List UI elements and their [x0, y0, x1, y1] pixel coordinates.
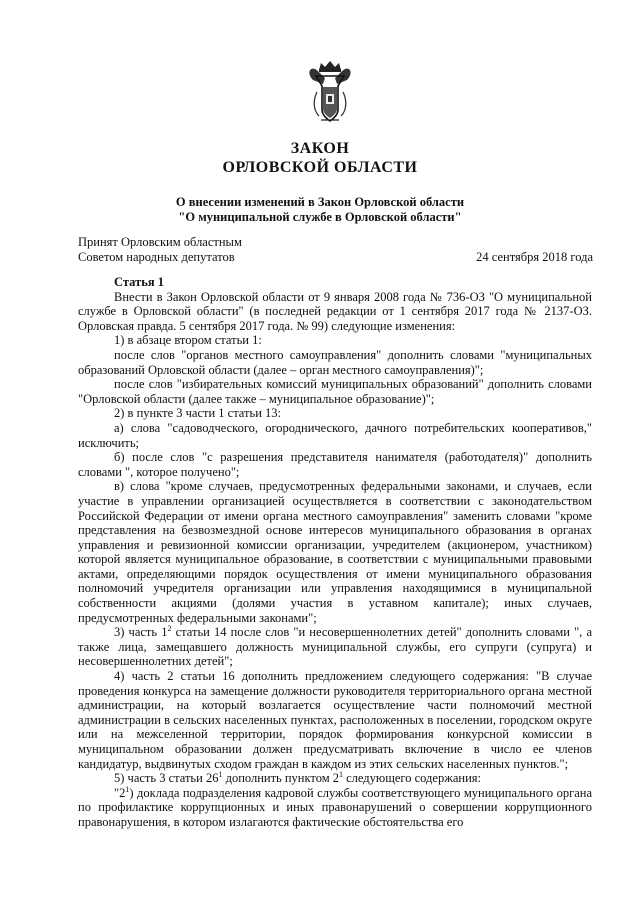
adoption-line2: Советом народных депутатов — [78, 250, 235, 264]
adoption-block — [78, 235, 242, 265]
paragraph — [78, 786, 592, 830]
coat-of-arms-emblem — [307, 58, 353, 124]
paragraph — [78, 625, 592, 669]
superscript: 1 — [218, 770, 223, 780]
law-region: ОРЛОВСКОЙ ОБЛАСТИ — [222, 159, 418, 176]
paragraph — [78, 771, 592, 786]
text-fragment: 5) часть 3 статьи 26 — [114, 771, 219, 786]
text-fragment: 3) часть 1 — [114, 625, 168, 640]
text-fragment: дополнить пунктом 2 — [222, 771, 339, 786]
paragraph: 4) часть 2 статьи 16 дополнить предложением следующего содержания: "В случае проведения конкурса на замещение должности руководителя территориального органа местной администрации, на который возлагается осуществление части полномочий местной администрации в сельских населенных пунктах, расположенных в поселении, городском округе или на межселенной территории, порядок формирования конкурсной комиссии в муниципальном образовании должен предусматривать включение в число ее членов кандидатур, выдвинутых сходом граждан в каждом из этих сельских населенных пунктов."; — [78, 669, 592, 771]
superscript: 2 — [167, 624, 172, 634]
law-title: ЗАКОН — [290, 140, 350, 157]
adoption-date: 24 сентября 2018 года — [476, 250, 593, 264]
paragraph: 1) в абзаце втором статьи 1: — [114, 333, 262, 348]
paragraph: 2) в пункте 3 части 1 статьи 13: — [114, 406, 281, 421]
paragraph: в) слова "кроме случаев, предусмотренных федеральными законами, и случаев, если участие в управлении организацией осуществляется в соответствии с законодательством Российской Федерации от имени органа местного самоуправления" заменить словами "кроме представления на безвозмездной основе интересов муниципального образования в органах управления и ревизионной комиссии организации, учредителем (акционером, участником) которой является муниципальное образование, в соответствии с муниципальными правовыми актами, определяющими порядок осуществления от имени муниципального образования полномочий учредителя организации или управления находящимися в муниципальной собственности акциями (долями участия в уставном капитале); иных случаев, предусмотренных федеральными законами"; — [78, 479, 592, 625]
paragraph: после слов "избирательных комиссий муниципальных образований" дополнить словами "Орловской области (далее также – муниципальное образование)"; — [78, 377, 592, 406]
law-subtitle-line2: "О муниципальной службе в Орловской области" — [178, 210, 462, 224]
paragraph: б) после слов "с разрешения представителя нанимателя (работодателя)" дополнить словами ", которое получено"; — [78, 450, 592, 479]
text-fragment: ) доклада подразделения кадровой службы соответствующего муниципального органа по профилактике коррупционных и иных правонарушений о совершении коррупционного правонарушения, в котором излагаются фактические обстоятельства его — [78, 785, 592, 829]
adoption-line1: Принят Орловским областным — [78, 235, 242, 249]
superscript: 1 — [125, 784, 130, 794]
article-heading: Статья 1 — [114, 275, 164, 289]
paragraph: а) слова "садоводческого, огороднического, дачного потребительских кооперативов," исключить; — [78, 420, 592, 450]
paragraph: после слов "органов местного самоуправления" дополнить словами "муниципальных образований Орловской области (далее – орган местного самоуправления)"; — [78, 347, 592, 377]
law-subtitle-line1: О внесении изменений в Закон Орловской области — [175, 195, 465, 209]
text-fragment: статьи 14 после слов "и несовершеннолетних детей" дополнить словами ", а также лица, замещавшего должность муниципальной службы, его супруги (супруга) и несовершеннолетних детей"; — [78, 625, 592, 669]
text-fragment: "2 — [114, 785, 126, 800]
paragraph: Внести в Закон Орловской области от 9 января 2008 года № 736-ОЗ "О муниципальной службе в Орловской области" (в последней редакции от 1 сентября 2017 года № 2137-ОЗ. Орловская правда. 5 сентября 2017 года. № 99) следующие изменения: — [78, 289, 592, 333]
superscript: 1 — [339, 770, 343, 780]
article-body — [78, 275, 592, 830]
text-fragment: следующего содержания: — [343, 771, 481, 786]
